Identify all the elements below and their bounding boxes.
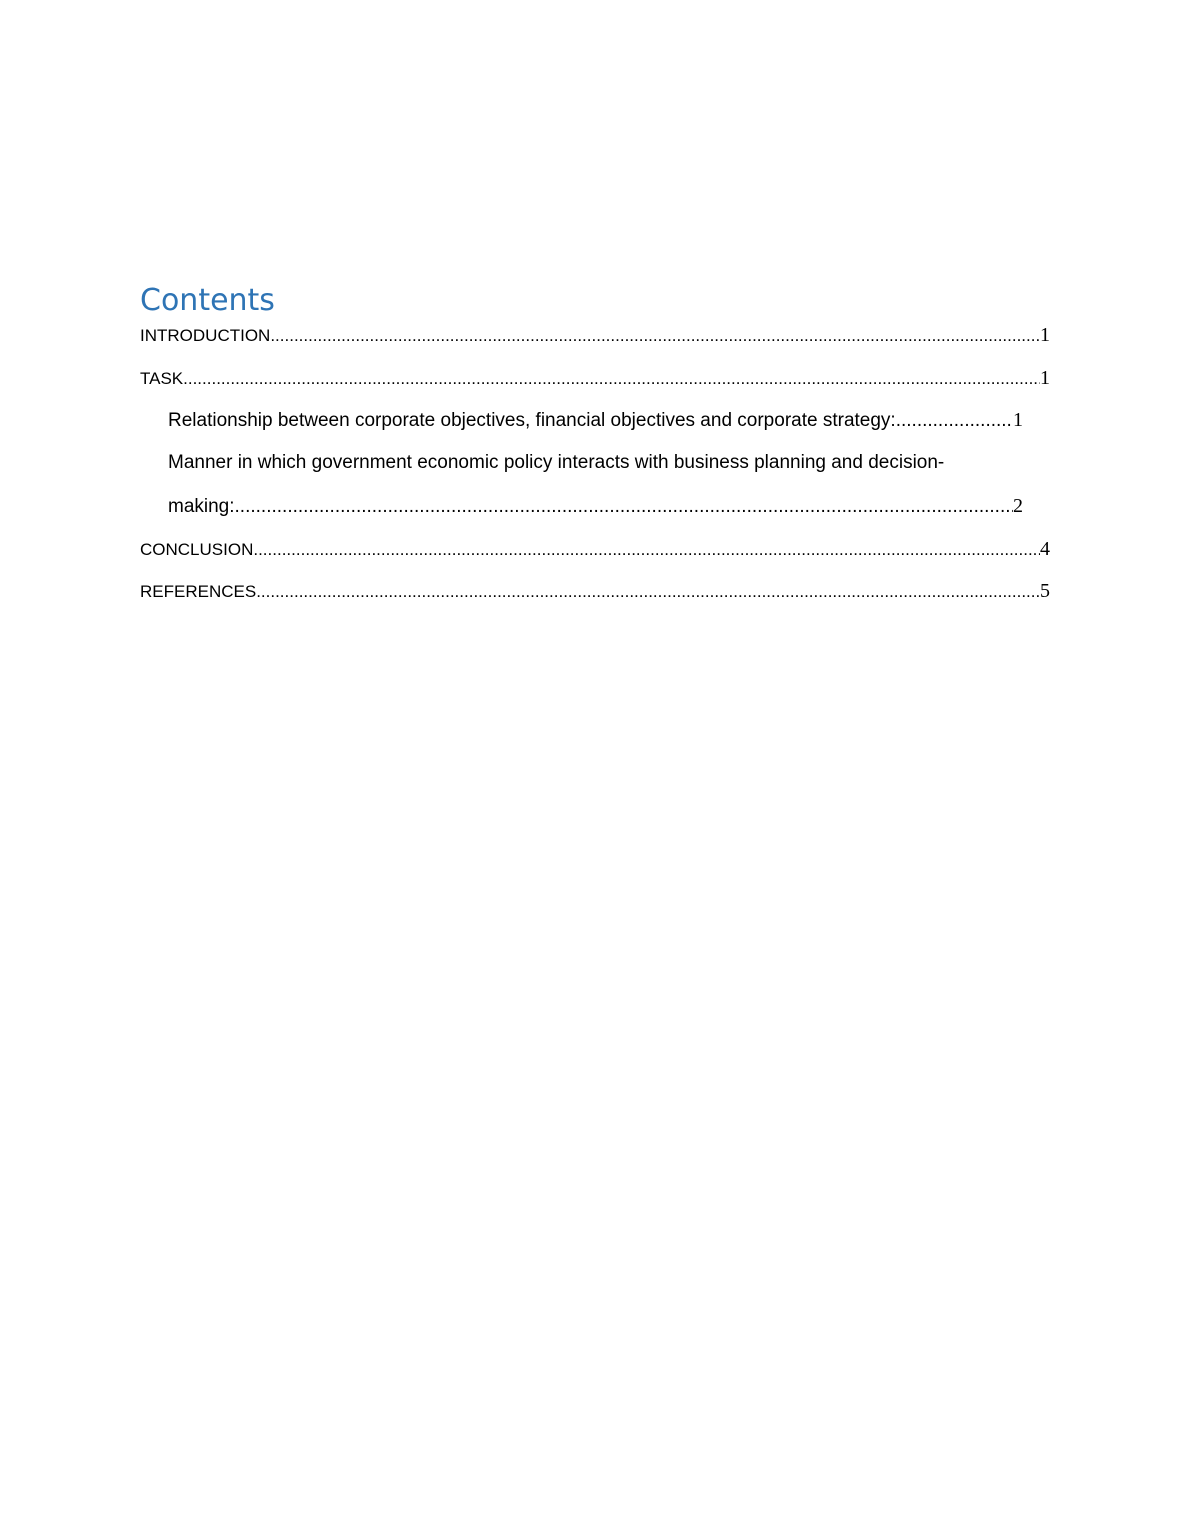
toc-page-number: 5 [1040,580,1050,602]
toc-entry-government-policy[interactable] [168,495,1023,523]
toc-entry-label: making: [168,496,235,517]
toc-page-number: 2 [1013,495,1023,517]
toc-page-number: 4 [1040,538,1050,560]
toc-entry-label: CONCLUSION [140,540,254,559]
toc-leader-dots [253,540,1040,560]
toc-leader-dots [183,369,1040,389]
toc-page-number: 1 [1040,324,1050,346]
toc-entry-task[interactable] [140,367,1050,395]
toc-entry-label: Relationship between corporate objectives, financial objectives and corporate strategy: [168,410,896,431]
toc-title: Contents [140,283,275,318]
toc-entry-label: INTRODUCTION [140,326,271,345]
toc-leader-dots [270,326,1040,346]
toc-leader-dots [235,496,1013,518]
toc-entry-government-policy-line1[interactable]: Manner in which government economic policy interacts with business planning and decision- [168,452,945,473]
toc-entry-label: REFERENCES [140,582,257,601]
toc-page-number: 1 [1013,409,1023,431]
toc-entry-references[interactable] [140,580,1050,608]
toc-page-number: 1 [1040,367,1050,389]
toc-leader-dots [256,582,1040,602]
toc-entry-conclusion[interactable] [140,538,1050,566]
toc-entry-label: TASK [140,369,184,388]
toc-leader-dots [896,410,1013,432]
toc-entry-relationship[interactable] [168,409,1023,437]
toc-entry-introduction[interactable] [140,324,1050,352]
